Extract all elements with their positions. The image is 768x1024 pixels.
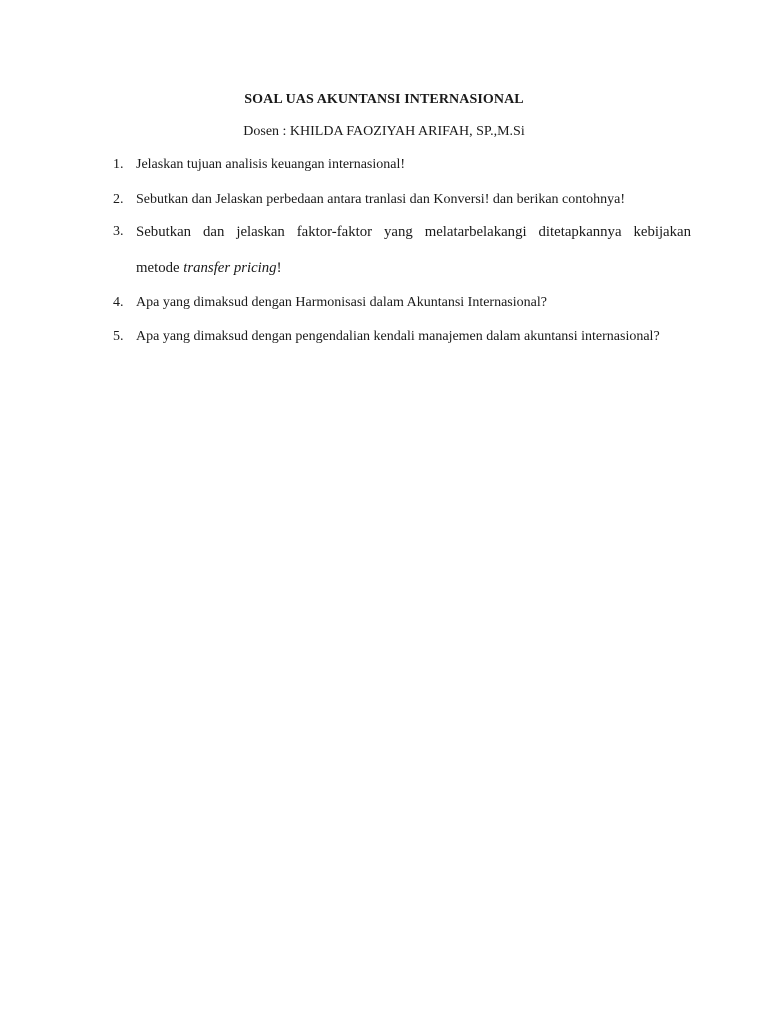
question-text: Apa yang dimaksud dengan Harmonisasi dalam Akuntansi Internasional?	[136, 295, 547, 310]
document-title: SOAL UAS AKUNTANSI INTERNASIONAL	[244, 92, 524, 107]
question-text: Apa yang dimaksud dengan pengendalian kendali manajemen dalam akuntansi internasional?	[136, 329, 660, 344]
question-text: Jelaskan tujuan analisis keuangan internasional!	[136, 157, 406, 172]
lecturer-line: Dosen : KHILDA FAOZIYAH ARIFAH, SP.,M.Si	[243, 124, 525, 139]
question-text	[136, 214, 691, 286]
question-text-line2	[136, 250, 691, 286]
question-text: Sebutkan dan Jelaskan perbedaan antara tranlasi dan Konversi! dan berikan contohnya!	[136, 192, 626, 207]
question-number: 1.	[113, 157, 124, 172]
question-number: 5.	[113, 329, 124, 344]
question-text-prefix: metode	[136, 260, 184, 276]
question-text-italic: transfer pricing	[183, 260, 277, 276]
question-text-line1: Sebutkan dan jelaskan faktor-faktor yang melatarbelakangi ditetapkannya kebijakan	[136, 224, 691, 240]
question-number: 2.	[113, 192, 124, 207]
question-text-suffix: !	[276, 260, 282, 276]
question-number: 4.	[113, 295, 124, 310]
question-number: 3.	[113, 224, 124, 239]
